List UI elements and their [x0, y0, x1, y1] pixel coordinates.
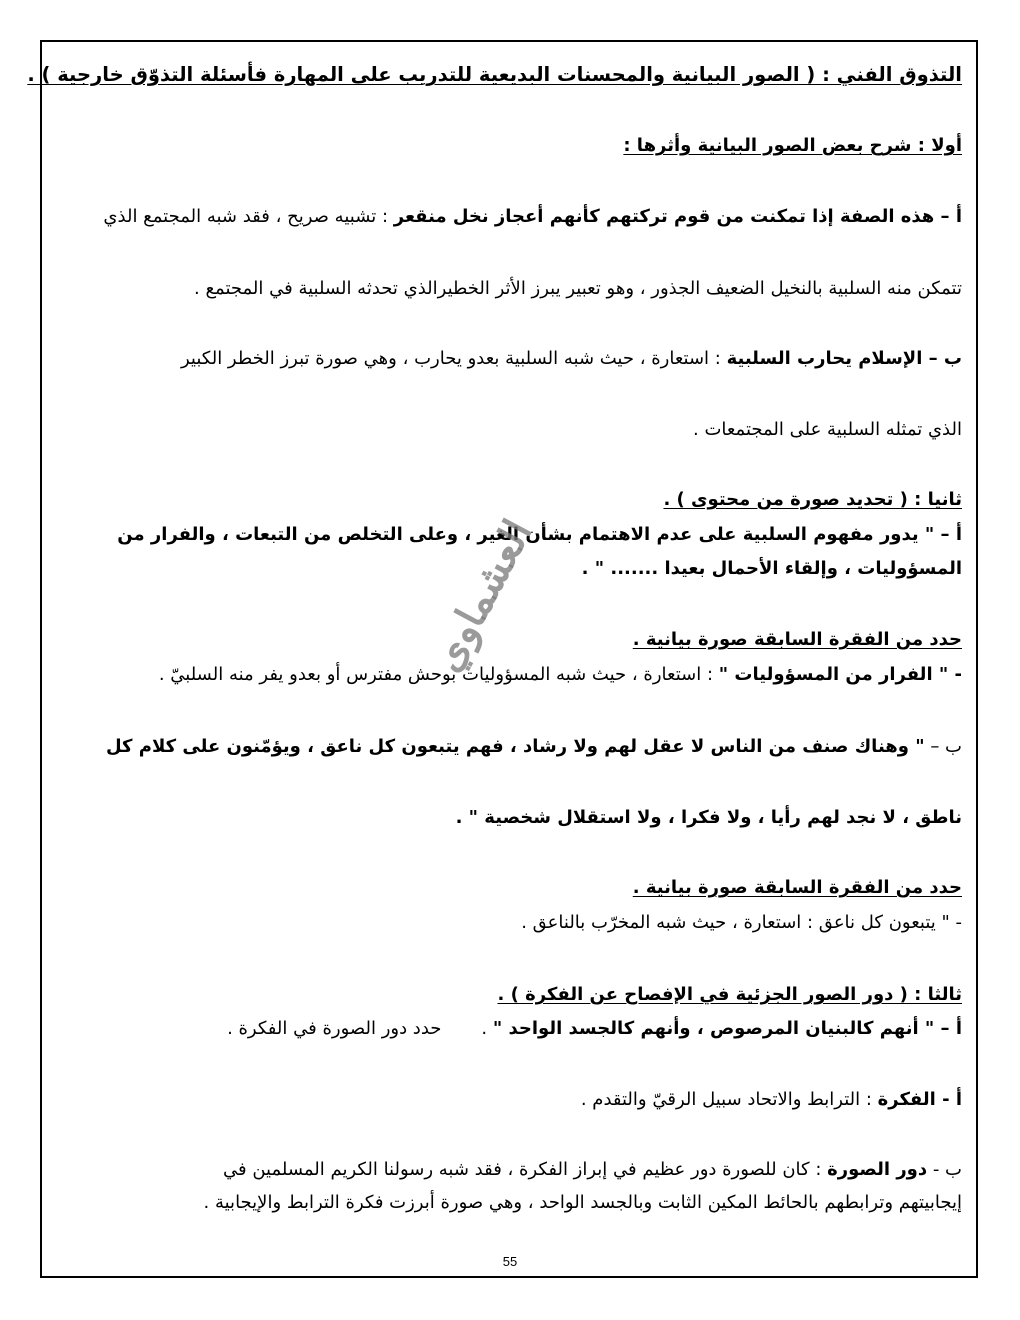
section1-item-a: [70, 204, 962, 230]
section1-item-b-label: ب – الإسلام يحارب السلبية: [726, 348, 962, 369]
section2-answer-1-text: : استعارة ، حيث شبه المسؤوليات بوحش مفترس أو بعدو يفر منه السلبيّ .: [158, 664, 719, 685]
section3-role-cont: إيجابيتهم وترابطهم بالحائط المكين الثابت وبالجسد الواحد ، وهي صورة أبرزت فكرة الترابط والإيجابية .: [203, 1192, 962, 1213]
section3-role-label: دور الصورة: [827, 1159, 928, 1180]
section2-question-1: حدد من الفقرة السابقة صورة بيانية .: [632, 629, 962, 650]
section3-heading: ثالثا : ( دور الصور الجزئية في الإفصاح عن الفكرة ) .: [497, 984, 962, 1005]
section3-item-a-label: أ – " أنهم كالبنيان المرصوص ، وأنهم كالجسد الواحد ": [492, 1018, 962, 1039]
section3-idea-label: أ - الفكرة: [877, 1089, 962, 1110]
section2-quote-a-line2: المسؤوليات ، وإلقاء الأحمال بعيدا ....... " .: [581, 558, 962, 579]
section2-question-2: حدد من الفقرة السابقة صورة بيانية .: [632, 877, 962, 898]
section1-item-b-text: : استعارة ، حيث شبه السلبية بعدو يحارب ، وهي صورة تبرز الخطر الكبير: [180, 348, 727, 369]
section3-role-prefix: ب -: [927, 1159, 962, 1180]
section3-item-a-dot: .: [481, 1018, 493, 1039]
section2-quote-b-line2: ناطق ، لا نجد لهم رأيا ، ولا فكرا ، ولا استقلال شخصية " .: [455, 807, 962, 828]
section3-idea: [70, 1087, 962, 1113]
section2-answer-1-label: - " الفرار من المسؤوليات ": [718, 664, 962, 685]
section1-item-b: [70, 346, 962, 372]
page-number: 55: [502, 1254, 518, 1269]
section1-item-a-cont: تتمكن منه السلبية بالنخيل الضعيف الجذور ، وهو تعبير يبرز الأثر الخطيرالذي تحدثه السلبية في المجتمع .: [194, 278, 962, 299]
section2-quote-b-prefix: ب –: [924, 736, 962, 757]
section1-item-a-label: أ – هذه الصفة إذا تمكنت من قوم تركتهم كأنهم أعجاز نخل منقعر: [393, 206, 962, 227]
section1-item-a-text: : تشبيه صريح ، فقد شبه المجتمع الذي: [103, 206, 394, 227]
section3-item-a-instruction: حدد دور الصورة في الفكرة .: [227, 1018, 442, 1039]
page-title: التذوق الفني : ( الصور البيانية والمحسنات البديعية للتدريب على المهارة فأسئلة التذوّق خارجية ) .: [27, 63, 962, 86]
section2-answer-1: [70, 662, 962, 688]
section1-heading: أولا : شرح بعض الصور البيانية وأثرها :: [623, 135, 962, 156]
section2-quote-b-text: " وهناك صنف من الناس لا عقل لهم ولا رشاد ، فهم يتبعون كل ناعق ، ويؤمّنون على كلام كل: [105, 736, 925, 757]
section2-heading: ثانيا : ( تحديد صورة من محتوى ) .: [663, 489, 962, 510]
section3-role: [70, 1157, 962, 1183]
section2-quote-a-line1: أ – " يدور مفهوم السلبية على عدم الاهتمام بشأن الغير ، وعلى التخلص من التبعات ، والفرار من: [117, 524, 962, 545]
section2-quote-b-line1: [70, 734, 962, 760]
section2-answer-2: - " يتبعون كل ناعق : استعارة ، حيث شبه المخرّب بالناعق .: [521, 912, 962, 933]
section1-item-b-cont: الذي تمثله السلبية على المجتمعات .: [693, 419, 962, 440]
watermark: العشماوي: [422, 511, 542, 680]
section3-idea-text: : الترابط والاتحاد سبيل الرقيّ والتقدم .: [580, 1089, 878, 1110]
section3-role-text: : كان للصورة دور عظيم في إبراز الفكرة ، فقد شبه رسولنا الكريم المسلمين في: [223, 1159, 828, 1180]
section3-item-a: [70, 1016, 962, 1042]
